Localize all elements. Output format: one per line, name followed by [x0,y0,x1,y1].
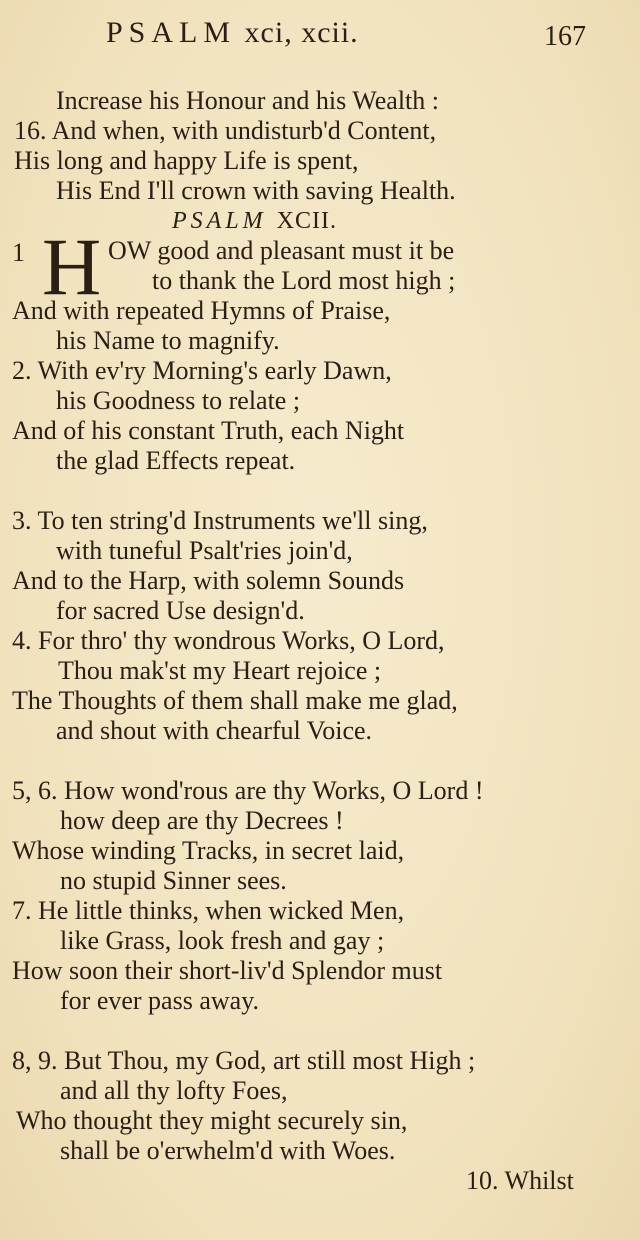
text-line: 3. To ten string'd Instruments we'll sing, [12,506,428,535]
text-line: his Name to magnify. [56,326,280,355]
text-line: for ever pass away. [60,986,259,1015]
header-title: PSALM [106,16,237,49]
running-header [106,18,359,48]
text-line: How soon their short-liv'd Splendor must [12,956,443,985]
header-psalm-numbers: xci, xcii. [244,16,359,49]
text-line: Whose winding Tracks, in secret laid, [12,836,405,865]
text-line: and shout with chearful Voice. [56,716,373,745]
text-line: Thou mak'st my Heart rejoice ; [58,656,382,685]
text-line: 8, 9. But Thou, my God, art still most High ; [12,1046,476,1075]
text-line: And of his constant Truth, each Night [12,416,405,445]
text-line: 2. With ev'ry Morning's early Dawn, [12,356,392,385]
psalm-heading-label: PSALM [172,208,267,234]
text-line: Who thought they might securely sin, [16,1106,408,1135]
text-line: And to the Harp, with solemn Sounds [12,566,405,595]
page-number: 167 [544,21,586,52]
text-line: His long and happy Life is spent, [14,146,359,175]
text-line: The Thoughts of them shall make me glad, [12,686,458,715]
text-line: And with repeated Hymns of Praise, [12,296,391,325]
text-line: to thank the Lord most high ; [152,266,456,295]
text-line: his Goodness to relate ; [56,386,301,415]
text-line: 4. For thro' thy wondrous Works, O Lord, [12,626,445,655]
psalm-heading-number: XCII. [276,208,337,234]
text-line: 5, 6. How wond'rous are thy Works, O Lord ! [12,776,484,805]
drop-cap: H [42,221,102,312]
text-line: 7. He little thinks, when wicked Men, [12,896,405,925]
text-line: Increase his Honour and his Wealth : [56,86,439,115]
text-line: and all thy lofty Foes, [60,1076,288,1105]
text-line: His End I'll crown with saving Health. [56,176,456,205]
text-line: OW good and pleasant must it be [108,236,455,265]
text-line: for sacred Use design'd. [56,596,305,625]
text-line: no stupid Sinner sees. [60,866,287,895]
psalm-heading [172,206,337,236]
text-line: the glad Effects repeat. [56,446,296,475]
text-line: like Grass, look fresh and gay ; [60,926,385,955]
text-line: 16. And when, with undisturb'd Content, [14,116,437,145]
text-line: with tuneful Psalt'ries join'd, [56,536,353,565]
text-line: how deep are thy Decrees ! [60,806,344,835]
catchword: 10. Whilst [466,1166,574,1195]
verse-number: 1 [12,238,25,267]
text-line: shall be o'erwhelm'd with Woes. [60,1136,396,1165]
